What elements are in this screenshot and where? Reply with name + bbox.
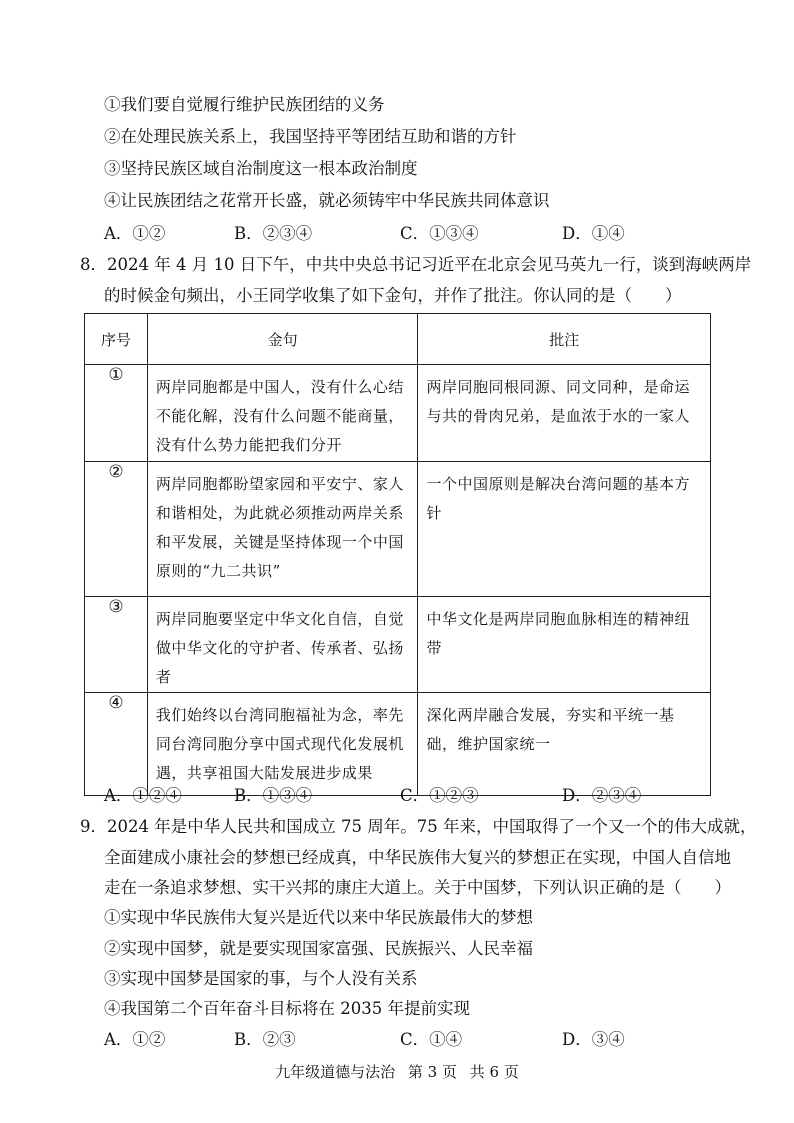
footer-subject: 九年级道德与法治 xyxy=(275,1063,396,1081)
q7-options xyxy=(104,222,724,246)
q8-header-quote: 金句 xyxy=(147,314,418,365)
table-row xyxy=(85,365,711,462)
q7-option-c: C．①③④ xyxy=(400,224,479,243)
row-note: 深化两岸融合发展，夯实和平统一基础，维护国家统一 xyxy=(426,706,675,753)
q8-table-header-row xyxy=(85,314,711,365)
row-quote: 两岸同胞都盼望家园和平安宁、家人和谐相处，为此就必须推动两岸关系和平发展，关键是坚持体现一个中国原则的“九二共识” xyxy=(155,475,404,580)
table-row xyxy=(85,597,711,693)
q9-stem-line-3: 走在一条追求梦想、实干兴邦的康庄大道上。关于中国梦，下列认识正确的是（ ） xyxy=(104,878,731,897)
row-note: 一个中国原则是解决台湾问题的基本方针 xyxy=(426,475,690,522)
row-number: ③ xyxy=(85,597,148,693)
q9-options xyxy=(104,1028,724,1052)
q8-option-c: C．①②③ xyxy=(400,786,479,805)
row-number: ① xyxy=(85,365,148,462)
q9-statement-4: ④我国第二个百年奋斗目标将在 2035 年提前实现 xyxy=(104,999,470,1018)
q8-table xyxy=(84,313,711,796)
q9-option-b: B．②③ xyxy=(234,1030,296,1049)
q7-statement-2: ②在处理民族关系上，我国坚持平等团结互助和谐的方针 xyxy=(104,127,517,146)
q7-statement-3: ③坚持民族区域自治制度这一根本政治制度 xyxy=(104,159,418,178)
row-number: ② xyxy=(85,462,148,597)
footer-page-number: 第 3 页 xyxy=(407,1063,457,1081)
row-note: 中华文化是两岸同胞血脉相连的精神纽带 xyxy=(426,610,690,657)
q8-option-b: B．①③④ xyxy=(234,786,313,805)
footer-total-pages: 共 6 页 xyxy=(469,1063,519,1081)
q8-options xyxy=(104,784,724,808)
q7-option-d: D．①④ xyxy=(562,224,625,243)
q9-stem-line-2: 全面建成小康社会的梦想已经成真，中华民族伟大复兴的梦想正在实现，中国人自信地 xyxy=(104,848,731,867)
q7-statement-4: ④让民族团结之花常开长盛，就必须铸牢中华民族共同体意识 xyxy=(104,191,550,210)
row-quote: 两岸同胞都是中国人，没有什么心结不能化解，没有什么问题不能商量，没有什么势力能把我们分开 xyxy=(155,378,404,454)
table-row xyxy=(85,462,711,597)
q8-header-note: 批注 xyxy=(418,314,711,365)
q9-statement-2: ②实现中国梦，就是要实现国家富强、民族振兴、人民幸福 xyxy=(104,939,533,958)
q7-statement-1: ①我们要自觉履行维护民族团结的义务 xyxy=(104,95,385,114)
q8-option-d: D．②③④ xyxy=(562,786,642,805)
row-note: 两岸同胞同根同源、同文同种，是命运与共的骨肉兄弟，是血浓于水的一家人 xyxy=(426,378,690,425)
row-quote: 两岸同胞要坚定中华文化自信，自觉做中华文化的守护者、传承者、弘扬者 xyxy=(155,610,404,686)
q8-option-a: A．①②④ xyxy=(104,786,182,805)
q9-statement-3: ③实现中国梦是国家的事，与个人没有关系 xyxy=(104,969,418,988)
q8-stem-line-2: 的时候金句频出，小王同学收集了如下金句，并作了批注。你认同的是（ ） xyxy=(104,286,682,305)
q9-option-c: C．①④ xyxy=(400,1030,463,1049)
q8-stem-line-1: 8．2024 年 4 月 10 日下午，中共中央总书记习近平在北京会见马英九一行，谈到海峡两岸 xyxy=(80,255,752,274)
page-footer xyxy=(0,1062,794,1082)
q9-stem-line-1: 9．2024 年是中华人民共和国成立 75 周年。75 年来，中国取得了一个又一个的伟大成就， xyxy=(80,817,757,836)
q9-option-a: A．①② xyxy=(104,1030,166,1049)
q7-option-b: B．②③④ xyxy=(234,224,313,243)
q8-header-number: 序号 xyxy=(85,314,148,365)
row-quote: 我们始终以台湾同胞福祉为念，率先同台湾同胞分享中国式现代化发展机遇，共享祖国大陆发展进步成果 xyxy=(155,706,404,782)
q9-statement-1: ①实现中华民族伟大复兴是近代以来中华民族最伟大的梦想 xyxy=(104,908,533,927)
q7-option-a: A．①② xyxy=(104,224,166,243)
row-number: ④ xyxy=(85,693,148,796)
q9-option-d: D．③④ xyxy=(562,1030,625,1049)
table-row xyxy=(85,693,711,796)
